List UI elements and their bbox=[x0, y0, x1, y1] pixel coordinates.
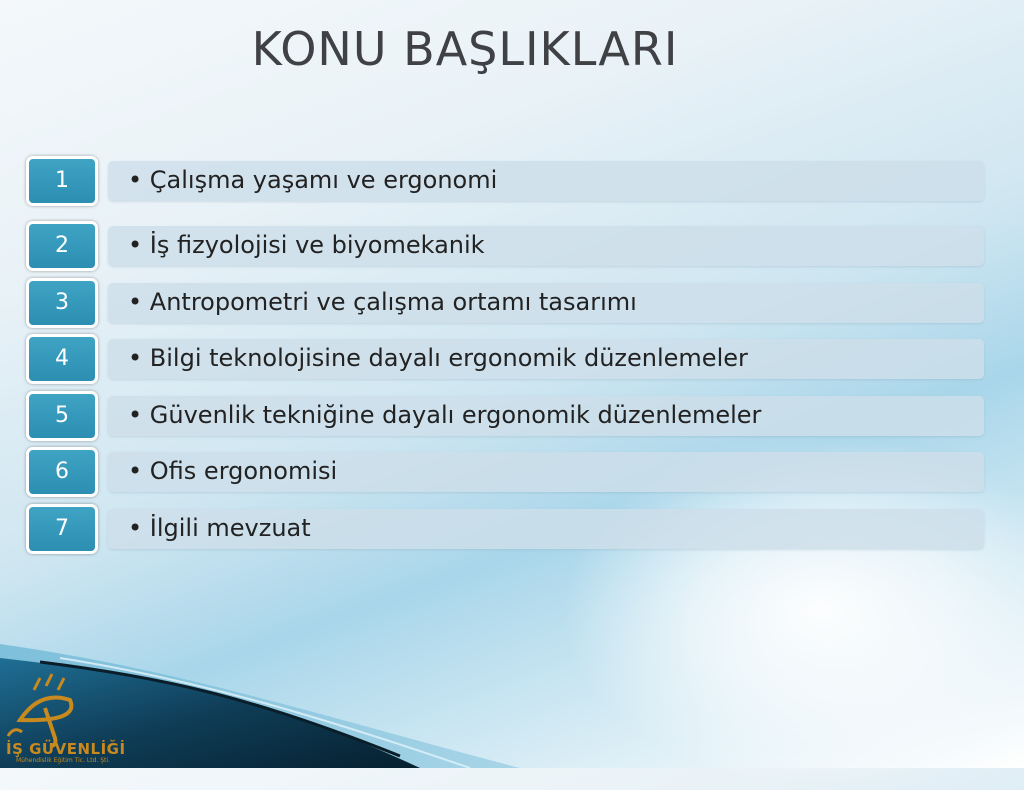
item-label: • Güvenlik tekniğine dayalı ergonomik düzenlemeler bbox=[128, 401, 762, 429]
bottom-wave-decoration bbox=[0, 640, 1024, 768]
page-title: KONU BAŞLIKLARI bbox=[251, 22, 679, 76]
logo-subtitle: Mühendislik Eğitim Tic. Ltd. Şti. bbox=[16, 757, 110, 764]
item-bar bbox=[108, 283, 984, 323]
item-bar bbox=[108, 509, 984, 549]
item-bar bbox=[108, 396, 984, 436]
list-item bbox=[26, 504, 986, 560]
item-bar bbox=[108, 226, 984, 266]
item-number-badge: 6 bbox=[26, 447, 98, 497]
item-label: • Bilgi teknolojisine dayalı ergonomik düzenlemeler bbox=[128, 344, 748, 372]
item-number-badge: 2 bbox=[26, 221, 98, 271]
list-item bbox=[26, 278, 986, 334]
item-bar bbox=[108, 161, 984, 201]
list-item bbox=[26, 156, 986, 212]
logo-name: İŞ GÜVENLİĞİ bbox=[6, 740, 126, 758]
list-item bbox=[26, 334, 986, 390]
item-number-badge: 5 bbox=[26, 391, 98, 441]
item-number-badge: 7 bbox=[26, 504, 98, 554]
item-number-badge: 3 bbox=[26, 278, 98, 328]
item-number-badge: 4 bbox=[26, 334, 98, 384]
item-bar bbox=[108, 452, 984, 492]
item-label: • Ofis ergonomisi bbox=[128, 457, 338, 485]
list-item bbox=[26, 447, 986, 503]
list-item bbox=[26, 391, 986, 447]
item-number-badge: 1 bbox=[26, 156, 98, 206]
list-item bbox=[26, 221, 986, 277]
item-label: • İş fizyolojisi ve biyomekanik bbox=[128, 231, 485, 259]
item-label: • Çalışma yaşamı ve ergonomi bbox=[128, 166, 498, 194]
item-bar bbox=[108, 339, 984, 379]
item-label: • Antropometri ve çalışma ortamı tasarımı bbox=[128, 288, 637, 316]
item-label: • İlgili mevzuat bbox=[128, 514, 311, 542]
